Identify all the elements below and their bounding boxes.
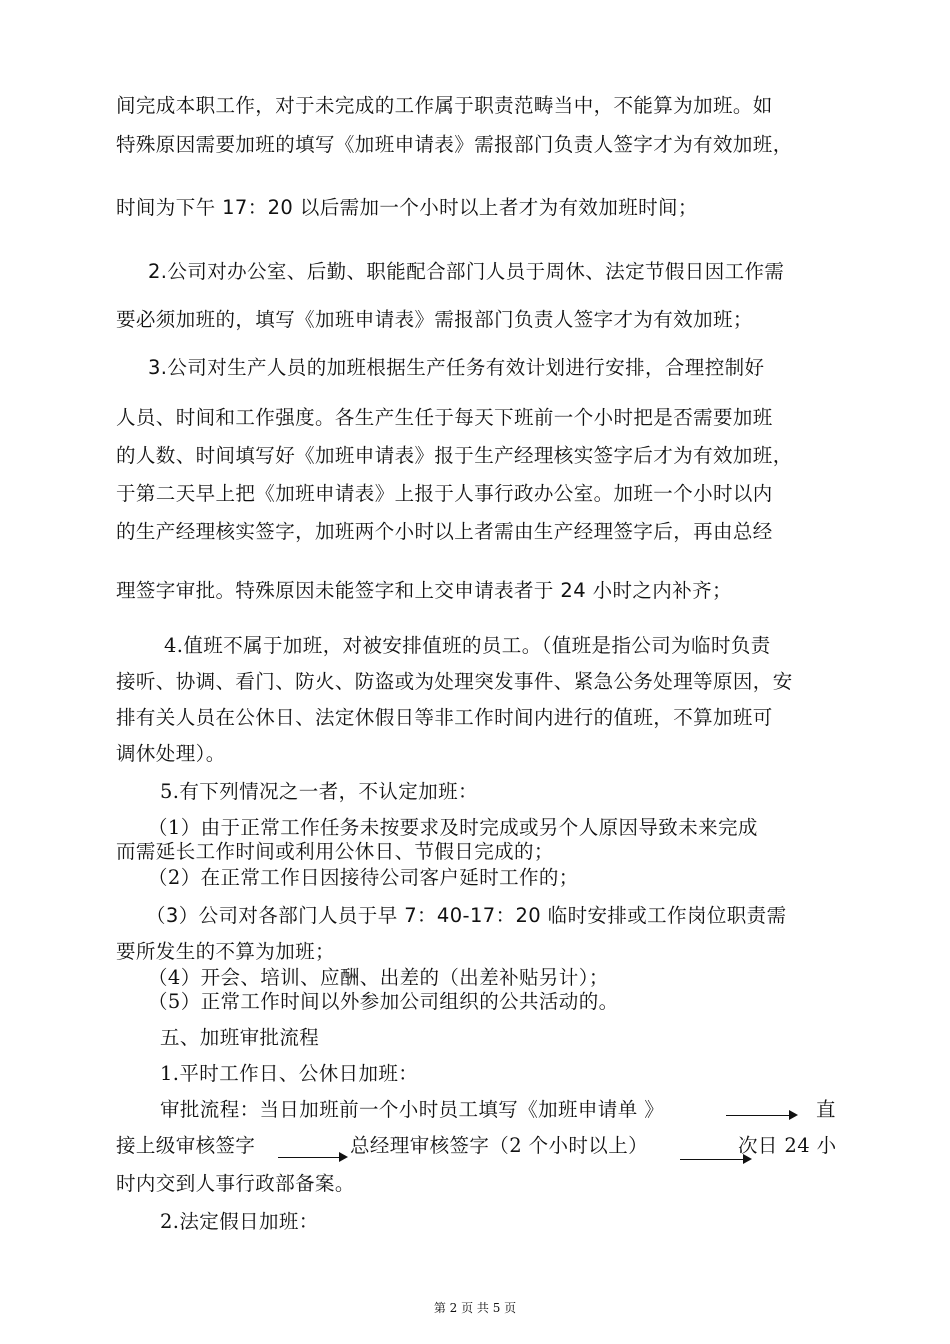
text-line: 4.值班不属于加班，对被安排值班的员工。（值班是指公司为临时负责	[164, 634, 771, 657]
page-number: 第 2 页 共 5 页	[433, 1301, 517, 1315]
text-line: 审批流程：当日加班前一个小时员工填写《加班申请单 》	[160, 1098, 665, 1121]
text-line: 的生产经理核实签字，加班两个小时以上者需由生产经理签字后，再由总经	[116, 520, 773, 543]
text-line: 人员、时间和工作强度。各生产生任于每天下班前一个小时把是否需要加班	[116, 406, 773, 429]
text-line: 次日 24 小	[738, 1134, 837, 1157]
text-line: 间完成本职工作，对于未完成的工作属于职责范畴当中，不能算为加班。如	[116, 94, 773, 117]
text-line: 5.有下列情况之一者，不认定加班：	[160, 780, 478, 803]
text-line: 接上级审核签字	[116, 1134, 256, 1157]
text-line: 时间为下午 17：20 以后需加一个小时以上者才为有效加班时间；	[116, 196, 698, 219]
text-line: 要必须加班的，填写《加班申请表》需报部门负责人签字才为有效加班；	[116, 308, 753, 331]
text-line: （4）开会、培训、应酬、出差的（出差补贴另计）；	[148, 966, 609, 989]
text-line: 的人数、时间填写好《加班申请表》报于生产经理核实签字后才为有效加班，	[116, 444, 793, 467]
flow-arrow	[726, 1115, 796, 1116]
text-line: 2.法定假日加班：	[160, 1210, 319, 1233]
text-line: 理签字审批。特殊原因未能签字和上交申请表者于 24 小时之内补齐；	[116, 579, 732, 602]
text-line: （2）在正常工作日因接待公司客户延时工作的；	[148, 866, 579, 889]
text-line: 时内交到人事行政部备案。	[116, 1172, 355, 1195]
text-line: 1.平时工作日、公休日加班：	[160, 1062, 419, 1085]
text-line: 排有关人员在公休日、法定休假日等非工作时间内进行的值班，不算加班可	[116, 706, 773, 729]
text-line: 总经理审核签字（2 个小时以上）	[350, 1134, 649, 1157]
text-line: （5）正常工作时间以外参加公司组织的公共活动的。	[148, 990, 619, 1013]
text-line: 直	[816, 1098, 836, 1121]
text-line: 3.公司对生产人员的加班根据生产任务有效计划进行安排，合理控制好	[148, 356, 765, 379]
text-line: 特殊原因需要加班的填写《加班申请表》需报部门负责人签字才为有效加班，	[116, 133, 793, 156]
text-line: 接听、协调、看门、防火、防盗或为处理突发事件、紧急公务处理等原因，安	[116, 670, 793, 693]
text-line: 调休处理）。	[116, 742, 226, 765]
text-line: 要所发生的不算为加班；	[116, 940, 335, 963]
text-line: 于第二天早上把《加班申请表》上报于人事行政办公室。加班一个小时以内	[116, 482, 773, 505]
flow-arrow	[278, 1157, 346, 1158]
text-line: （1）由于正常工作任务未按要求及时完成或另个人原因导致未来完成	[148, 816, 758, 839]
text-line: 2.公司对办公室、后勤、职能配合部门人员于周休、法定节假日因工作需	[148, 260, 785, 283]
text-line: （3）公司对各部门人员于早 7：40-17：20 临时安排或工作岗位职责需	[146, 904, 787, 927]
text-line: 五、加班审批流程	[160, 1026, 320, 1049]
text-line: 而需延长工作时间或利用公休日、节假日完成的；	[116, 840, 554, 863]
